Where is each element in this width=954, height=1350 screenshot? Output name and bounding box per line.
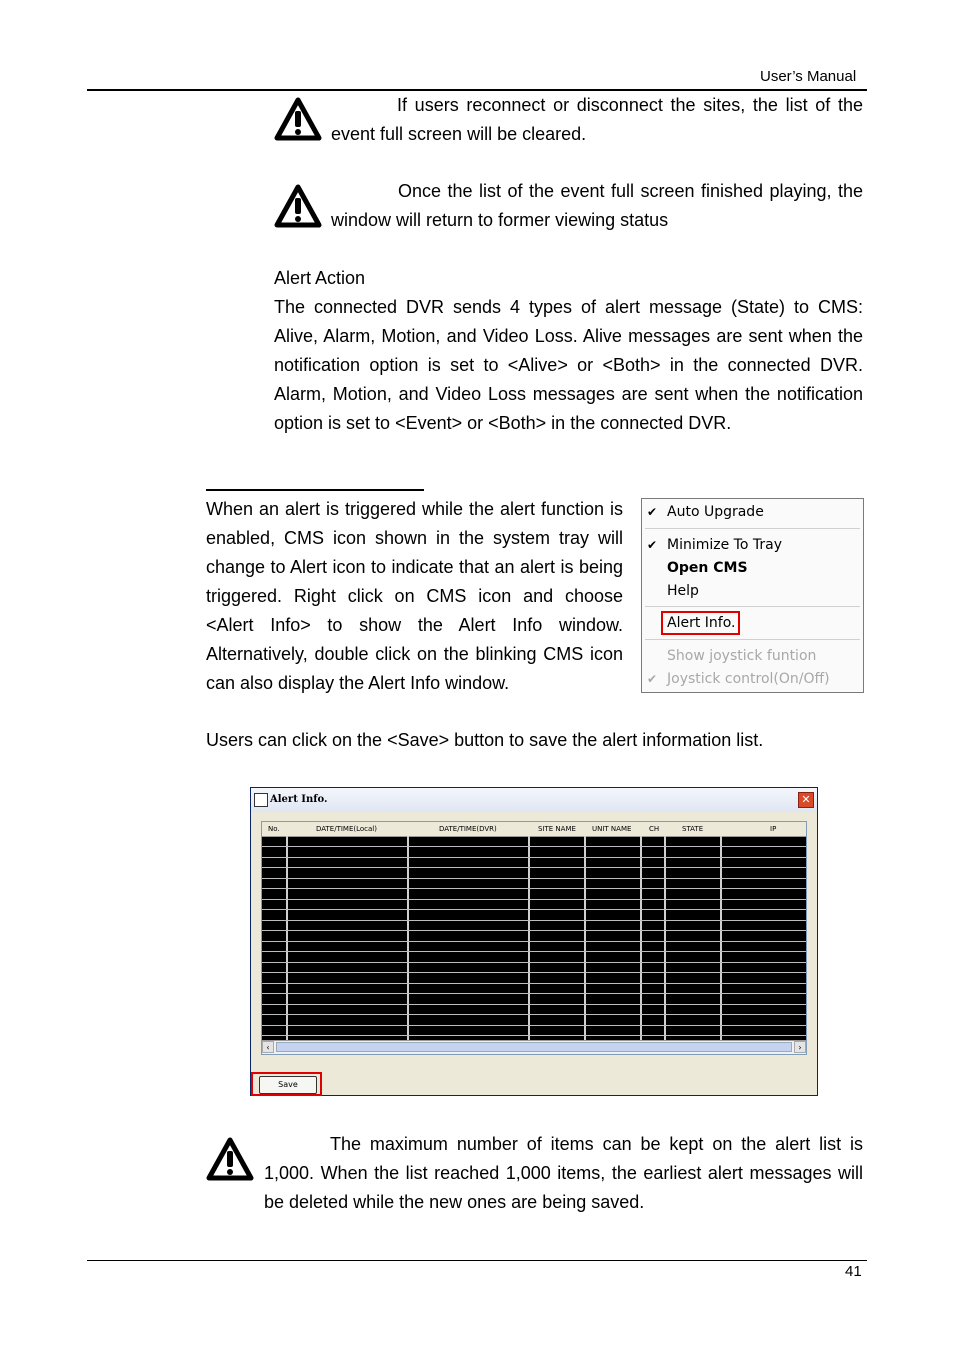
warning-icon <box>274 96 322 142</box>
footer-rule <box>87 1260 867 1261</box>
menu-separator <box>645 639 860 640</box>
grid-row-line <box>262 972 806 973</box>
grid-row-line <box>262 941 806 942</box>
menu-item-open-cms[interactable]: Open CMS <box>667 560 748 576</box>
menu-item-joystick-control[interactable]: Joystick control(On/Off) <box>667 671 830 687</box>
grid-row-line <box>262 1014 806 1015</box>
grid-row-line <box>262 867 806 868</box>
menu-item-alert-info[interactable]: Alert Info. <box>667 615 736 631</box>
grid-row-line <box>262 983 806 984</box>
window-titlebar <box>251 788 817 812</box>
menu-item-help[interactable]: Help <box>667 583 699 599</box>
column-header[interactable]: UNIT NAME <box>592 825 632 833</box>
note-text: The maximum number of items can be kept on the alert list is 1,000. When the list reached 1,000 items, the earliest alert messages will be deleted while the new ones are being saved. <box>264 1134 863 1212</box>
page-number: 41 <box>845 1263 862 1280</box>
menu-separator <box>645 528 860 529</box>
alert-info-window <box>250 787 818 1096</box>
grid-row-line <box>262 951 806 952</box>
menu-item-minimize-to-tray[interactable]: Minimize To Tray <box>667 537 782 553</box>
column-header[interactable]: DATE/TIME(DVR) <box>439 825 497 833</box>
menu-item-show-joystick[interactable]: Show joystick funtion <box>667 648 817 664</box>
section-body: The connected DVR sends 4 types of alert message (State) to CMS: Alive, Alarm, Motion, and Video Loss. Alive messages are sent when the notification option is set to <Alive> or <Both> in the connected DVR. Alarm, Motion, and Video Loss messages are sent when the notification option is set to <Event> or <Both> in the connected DVR. <box>274 297 863 433</box>
scroll-left-icon[interactable]: ‹ <box>262 1041 274 1053</box>
check-icon: ✔ <box>647 672 658 686</box>
check-icon: ✔ <box>647 538 658 552</box>
check-icon: ✔ <box>647 505 658 519</box>
save-button[interactable]: Save <box>259 1076 317 1094</box>
grid-row-line <box>262 1004 806 1005</box>
scroll-thumb[interactable] <box>276 1042 792 1052</box>
warning-icon <box>274 183 322 229</box>
grid-row-line <box>262 878 806 879</box>
grid-row-line <box>262 857 806 858</box>
column-header[interactable]: SITE NAME <box>538 825 576 833</box>
warning-icon <box>206 1136 254 1182</box>
grid-row-line <box>262 846 806 847</box>
window-title: Alert Info. <box>270 794 328 805</box>
save-paragraph: Users can click on the <Save> button to save the alert information list. <box>206 730 764 750</box>
grid-row-line <box>262 1035 806 1036</box>
column-header[interactable]: DATE/TIME(Local) <box>316 825 377 833</box>
horizontal-scrollbar[interactable] <box>262 1040 806 1054</box>
column-header[interactable]: CH <box>649 825 660 833</box>
highlight-box <box>251 1072 322 1096</box>
section-divider <box>206 489 424 491</box>
grid-row-line <box>262 909 806 910</box>
grid-row-line <box>262 920 806 921</box>
grid-header <box>262 822 806 837</box>
menu-item-auto-upgrade[interactable]: Auto Upgrade <box>667 504 764 520</box>
scroll-right-icon[interactable]: › <box>794 1041 806 1053</box>
tray-context-menu <box>641 498 864 693</box>
note-text: If users reconnect or disconnect the sites, the list of the event full screen will be cleared. <box>331 95 863 144</box>
alert-list-grid[interactable] <box>261 821 807 1055</box>
grid-row-line <box>262 993 806 994</box>
close-icon[interactable]: ✕ <box>798 792 814 808</box>
page-header-title: User’s Manual <box>760 68 857 85</box>
grid-row-line <box>262 888 806 889</box>
note-text: Once the list of the event full screen finished playing, the window will return to former viewing status <box>331 181 863 230</box>
column-header[interactable]: IP <box>770 825 777 833</box>
grid-row-line <box>262 930 806 931</box>
app-icon <box>254 793 268 807</box>
grid-row-line <box>262 1025 806 1026</box>
grid-row-line <box>262 962 806 963</box>
column-header[interactable]: No. <box>268 825 280 833</box>
alert-paragraph: When an alert is triggered while the alert function is enabled, CMS icon shown in the system tray will change to Alert icon to indicate that an alert is being triggered. Right click on CMS icon and choose <Alert Info> to show the Alert Info window. Alternatively, double click on the blinking CMS icon can also display the Alert Info window. <box>206 499 623 693</box>
menu-separator <box>645 606 860 607</box>
highlight-box <box>661 611 740 635</box>
section-heading: Alert Action <box>274 268 366 288</box>
column-header[interactable]: STATE <box>682 825 704 833</box>
grid-row-line <box>262 899 806 900</box>
